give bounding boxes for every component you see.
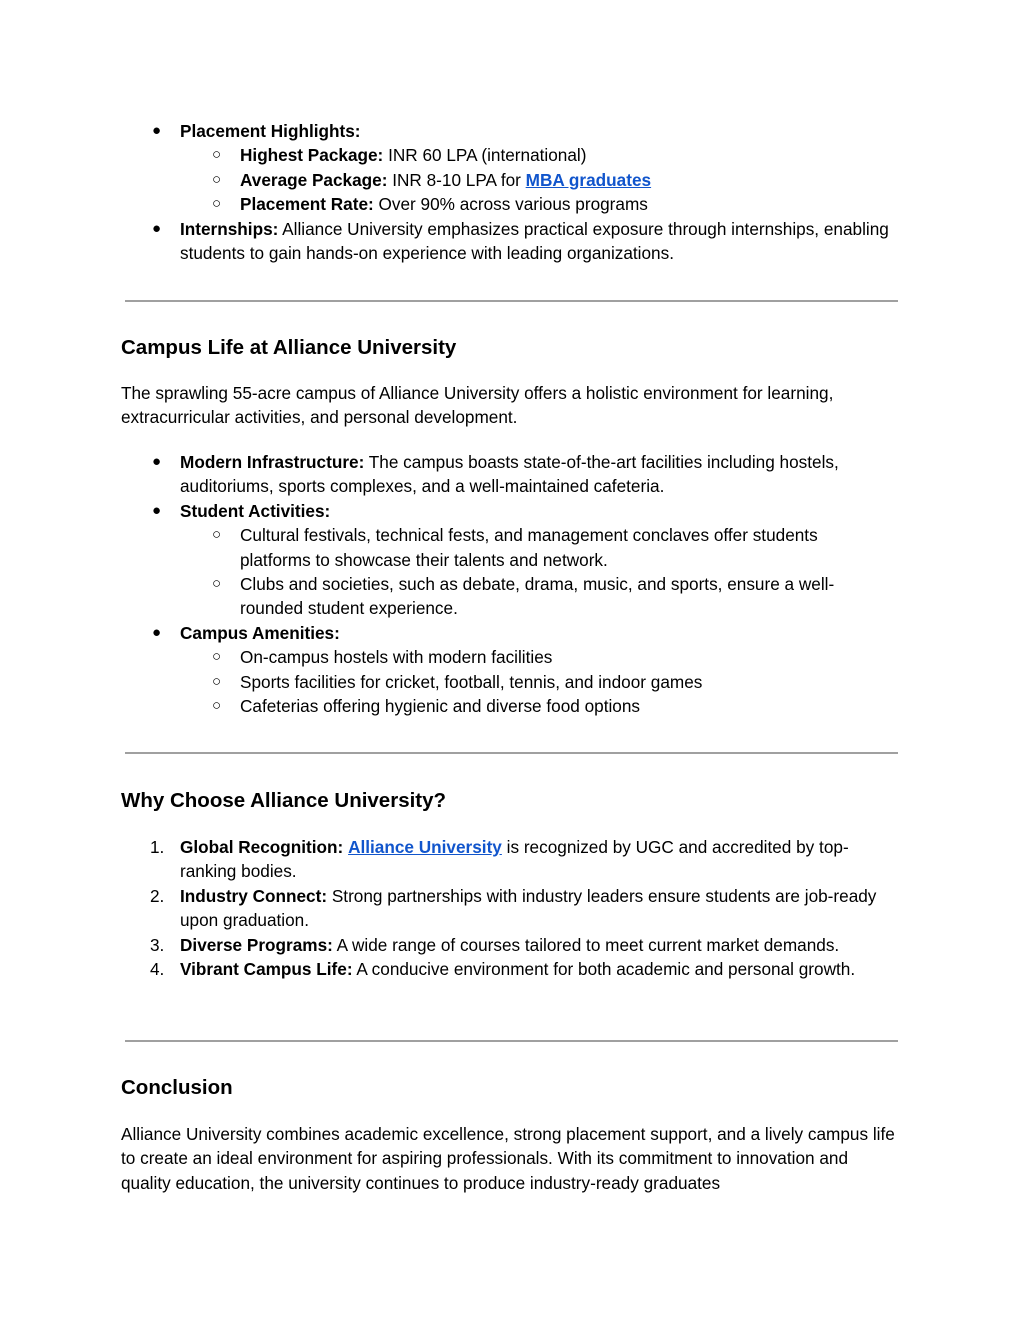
- bullet-marker: ●: [152, 453, 162, 470]
- industry-connect-text: Strong partnerships with industry leaders ensure students are job-ready upon graduation.: [180, 885, 877, 931]
- alliance-university-link[interactable]: Alliance University: [348, 837, 502, 857]
- global-recognition-text: is recognized by UGC and accredited by top-ranking bodies.: [180, 837, 849, 882]
- list-item-internships: [0, 217, 892, 266]
- conclusion-text: Alliance University combines academic excellence, strong placement support, and a lively campus life to create an ideal environment for aspiring professionals. With its commitment to innovation and quality education, the university continues to produce industry-ready graduates: [121, 1124, 895, 1193]
- amenity-text: Cafeterias offering hygienic and diverse food options: [240, 696, 641, 717]
- activity-text: Clubs and societies, such as debate, drama, music, and sports, ensure a well-rounded student experience.: [240, 574, 835, 619]
- list-item-activity: [0, 572, 892, 621]
- horizontal-rule: [125, 752, 898, 754]
- highest-package-text: INR 60 LPA (international): [383, 145, 587, 166]
- circle-marker: ○: [212, 697, 222, 715]
- list-item-diverse-programs: [0, 933, 892, 957]
- placement-highlights-label: Placement Highlights:: [180, 121, 361, 141]
- internships-text: Alliance University emphasizes practical exposure through internships, enabling students to gain hands-on experience with leading organizations.: [180, 218, 889, 264]
- list-item-campus-amenities: [0, 621, 892, 645]
- bullet-marker: ●: [152, 501, 162, 519]
- circle-marker: ○: [212, 672, 222, 690]
- highest-package-label: Highest Package:: [240, 145, 384, 166]
- list-item-placement-rate: [0, 192, 892, 216]
- circle-marker: ○: [212, 195, 222, 213]
- mba-graduates-link[interactable]: MBA graduates: [525, 169, 652, 190]
- list-item-amenity: [0, 645, 892, 669]
- why-choose-block: [0, 835, 1024, 981]
- average-package-text: INR 8-10 LPA for: [387, 169, 526, 190]
- placement-rate-text: Over 90% across various programs: [373, 194, 648, 215]
- list-item-activity: [0, 523, 892, 572]
- list-item-placement-highlights: [0, 119, 892, 143]
- campus-life-block: [0, 450, 1024, 718]
- diverse-programs-text: A wide range of courses tailored to meet current market demands.: [332, 934, 840, 955]
- horizontal-rule: [125, 300, 898, 302]
- amenity-text: On-campus hostels with modern facilities: [240, 647, 553, 668]
- vibrant-campus-life-label: Vibrant Campus Life:: [180, 959, 353, 980]
- campus-life-intro: The sprawling 55-acre campus of Alliance University offers a holistic environment for learning, extracurricular activities, and personal development.: [121, 383, 834, 428]
- circle-marker: ○: [212, 526, 222, 544]
- infrastructure-label: Modern Infrastructure:: [180, 452, 365, 472]
- list-item-highest-package: [0, 143, 892, 167]
- campus-amenities-label: Campus Amenities:: [180, 622, 340, 643]
- circle-marker: ○: [212, 648, 222, 666]
- list-item-vibrant-campus-life: [0, 957, 892, 981]
- list-number: 1.: [150, 837, 165, 857]
- activity-text: Cultural festivals, technical fests, and management conclaves offer students platforms to showcase their talents and network.: [240, 525, 818, 570]
- list-item-amenity: [0, 670, 892, 694]
- average-package-label: Average Package:: [240, 169, 388, 190]
- placement-list: [0, 119, 1024, 265]
- internships-label: Internships:: [180, 218, 279, 239]
- list-item-industry-connect: [0, 884, 892, 933]
- vibrant-campus-life-text: A conducive environment for both academic and personal growth.: [352, 959, 856, 980]
- bullet-marker: ●: [152, 219, 162, 237]
- bullet-marker: ●: [152, 623, 162, 641]
- amenity-text: Sports facilities for cricket, football, tennis, and indoor games: [240, 671, 703, 692]
- list-number: 3.: [150, 934, 165, 955]
- infrastructure-text: The campus boasts state-of-the-art facilities including hostels, auditoriums, sports complexes, and a well-maintained cafeteria.: [180, 452, 839, 497]
- list-item-amenity: [0, 694, 892, 718]
- placement-block: [0, 119, 1024, 265]
- why-choose-heading: Why Choose Alliance University?: [121, 789, 447, 812]
- student-activities-label: Student Activities:: [180, 500, 331, 521]
- list-item-modern-infrastructure: [0, 450, 892, 499]
- global-recognition-label: Global Recognition:: [180, 837, 344, 857]
- horizontal-rule: [125, 1040, 898, 1042]
- diverse-programs-label: Diverse Programs:: [180, 934, 333, 955]
- list-item-global-recognition: [0, 835, 892, 884]
- circle-marker: ○: [212, 146, 222, 164]
- list-number: 2.: [150, 885, 165, 906]
- campus-life-heading: Campus Life at Alliance University: [121, 336, 457, 359]
- conclusion-heading: Conclusion: [121, 1076, 233, 1099]
- bullet-marker: ●: [152, 122, 162, 139]
- list-item-student-activities: [0, 499, 892, 523]
- industry-connect-label: Industry Connect:: [180, 885, 328, 906]
- list-item-average-package: [0, 168, 892, 192]
- circle-marker: ○: [212, 575, 222, 593]
- circle-marker: ○: [212, 170, 222, 188]
- why-choose-list: [0, 835, 1024, 981]
- campus-life-list: [0, 450, 1024, 718]
- list-number: 4.: [150, 959, 165, 980]
- placement-rate-label: Placement Rate:: [240, 194, 374, 215]
